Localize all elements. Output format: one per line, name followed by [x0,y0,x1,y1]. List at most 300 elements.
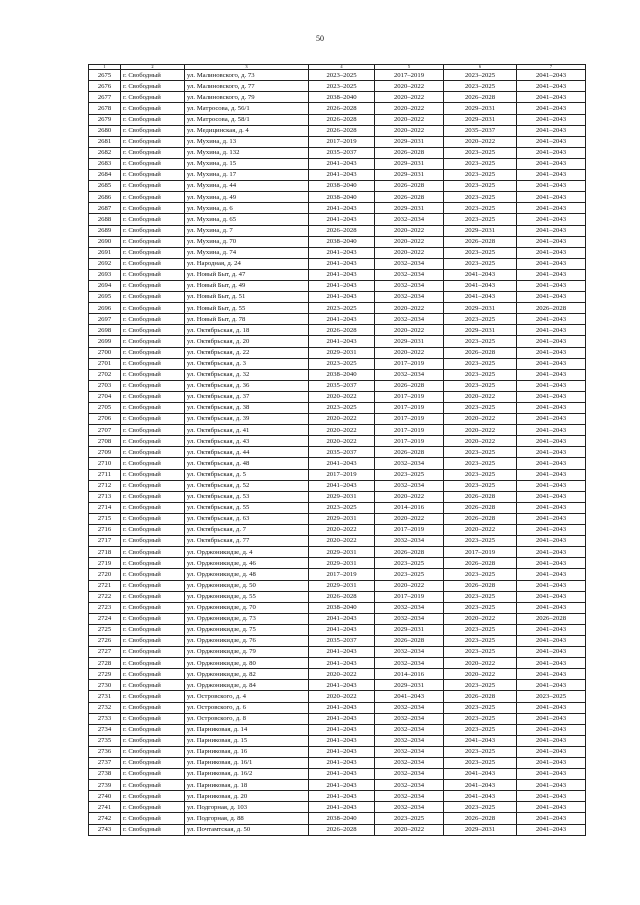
table-row [89,735,586,746]
period-cell: 2020–2022 [375,347,444,358]
period-cell: 2032–2034 [375,647,444,658]
period-cell: 2023–2025 [444,147,517,158]
period-cell: 2032–2034 [375,780,444,791]
period-cell: 2020–2022 [444,436,517,447]
address-cell: ул. Октябрьская, д. 7 [185,525,309,536]
table-row [89,103,586,114]
period-cell: 2020–2022 [375,114,444,125]
table-row [89,81,586,92]
period-cell: 2023–2025 [444,536,517,547]
table-row [89,813,586,824]
table-row [89,547,586,558]
row-number-cell: 2722 [89,591,121,602]
row-number-cell: 2730 [89,680,121,691]
period-cell: 2026–2028 [375,181,444,192]
address-cell: ул. Орджоникидзе, д. 50 [185,580,309,591]
period-cell: 2023–2025 [444,403,517,414]
period-cell: 2023–2025 [444,802,517,813]
period-cell: 2041–2043 [517,358,586,369]
row-number-cell: 2696 [89,303,121,314]
period-cell: 2041–2043 [309,791,375,802]
period-cell: 2023–2025 [444,203,517,214]
table-row [89,292,586,303]
address-cell: ул. Мухина, д. 132 [185,147,309,158]
address-cell: ул. Мухина, д. 17 [185,170,309,181]
settlement-cell: г. Свободный [121,680,185,691]
row-number-cell: 2714 [89,502,121,513]
address-cell: ул. Парниковая, д. 14 [185,724,309,735]
period-cell: 2026–2028 [444,347,517,358]
period-cell: 2020–2022 [375,824,444,835]
period-cell: 2032–2034 [375,658,444,669]
address-cell: ул. Матросова, д. 58/1 [185,114,309,125]
period-cell: 2041–2043 [309,336,375,347]
settlement-cell: г. Свободный [121,181,185,192]
table-row [89,746,586,757]
period-cell: 2032–2034 [375,735,444,746]
address-cell: ул. Октябрьская, д. 5 [185,469,309,480]
period-cell: 2041–2043 [517,802,586,813]
period-cell: 2041–2043 [517,380,586,391]
address-cell: ул. Парниковая, д. 16/1 [185,758,309,769]
page-number: 50 [316,34,324,43]
period-cell: 2029–2031 [309,547,375,558]
period-cell: 2041–2043 [517,81,586,92]
period-cell: 2029–2031 [444,303,517,314]
settlement-cell: г. Свободный [121,558,185,569]
table-row [89,225,586,236]
address-cell: ул. Парниковая, д. 16 [185,746,309,757]
period-cell: 2023–2025 [375,558,444,569]
period-cell: 2020–2022 [375,125,444,136]
row-number-cell: 2695 [89,292,121,303]
period-cell: 2041–2043 [309,746,375,757]
address-cell: ул. Октябрьская, д. 22 [185,347,309,358]
period-cell: 2020–2022 [309,691,375,702]
period-cell: 2041–2043 [517,92,586,103]
row-number-cell: 2741 [89,802,121,813]
row-number-cell: 2708 [89,436,121,447]
period-cell: 2041–2043 [517,635,586,646]
period-cell: 2041–2043 [517,103,586,114]
settlement-cell: г. Свободный [121,136,185,147]
table-row [89,458,586,469]
settlement-cell: г. Свободный [121,203,185,214]
address-cell: ул. Октябрьская, д. 44 [185,447,309,458]
period-cell: 2020–2022 [444,414,517,425]
row-number-cell: 2690 [89,236,121,247]
table-row [89,214,586,225]
settlement-cell: г. Свободный [121,436,185,447]
settlement-cell: г. Свободный [121,403,185,414]
row-number-cell: 2734 [89,724,121,735]
settlement-cell: г. Свободный [121,769,185,780]
period-cell: 2023–2025 [444,380,517,391]
settlement-cell: г. Свободный [121,480,185,491]
period-cell: 2029–2031 [375,136,444,147]
period-cell: 2041–2043 [517,558,586,569]
row-number-cell: 2716 [89,525,121,536]
settlement-cell: г. Свободный [121,347,185,358]
period-cell: 2032–2034 [375,613,444,624]
address-cell: ул. Орджоникидзе, д. 80 [185,658,309,669]
period-cell: 2017–2019 [375,403,444,414]
table-row [89,758,586,769]
period-cell: 2041–2043 [517,580,586,591]
period-cell: 2020–2022 [309,536,375,547]
period-cell: 2032–2034 [375,292,444,303]
row-number-cell: 2726 [89,635,121,646]
row-number-cell: 2737 [89,758,121,769]
period-cell: 2035–2037 [309,447,375,458]
period-cell: 2026–2028 [375,547,444,558]
period-cell: 2020–2022 [309,436,375,447]
period-cell: 2041–2043 [517,547,586,558]
settlement-cell: г. Свободный [121,247,185,258]
period-cell: 2023–2025 [444,713,517,724]
period-cell: 2041–2043 [309,680,375,691]
column-number: 7 [517,65,586,70]
period-cell: 2026–2028 [444,513,517,524]
period-cell: 2020–2022 [444,391,517,402]
settlement-cell: г. Свободный [121,469,185,480]
period-cell: 2020–2022 [375,580,444,591]
period-cell: 2029–2031 [375,624,444,635]
row-number-cell: 2702 [89,369,121,380]
table-row [89,469,586,480]
period-cell: 2032–2034 [375,536,444,547]
table-row [89,536,586,547]
period-cell: 2041–2043 [517,436,586,447]
period-cell: 2023–2025 [444,591,517,602]
period-cell: 2041–2043 [517,125,586,136]
settlement-cell: г. Свободный [121,758,185,769]
table-row [89,147,586,158]
period-cell: 2017–2019 [375,525,444,536]
period-cell: 2023–2025 [444,758,517,769]
period-cell: 2032–2034 [375,602,444,613]
column-number: 5 [375,65,444,70]
period-cell: 2017–2019 [375,436,444,447]
period-cell: 2026–2028 [309,225,375,236]
period-cell: 2041–2043 [517,480,586,491]
period-cell: 2017–2019 [375,70,444,81]
settlement-cell: г. Свободный [121,258,185,269]
period-cell: 2032–2034 [375,458,444,469]
period-cell: 2029–2031 [375,336,444,347]
period-cell: 2029–2031 [444,114,517,125]
period-cell: 2023–2025 [375,569,444,580]
settlement-cell: г. Свободный [121,591,185,602]
address-cell: ул. Орджоникидзе, д. 70 [185,602,309,613]
period-cell: 2023–2025 [309,358,375,369]
address-cell: ул. Парниковая, д. 20 [185,791,309,802]
period-cell: 2032–2034 [375,214,444,225]
address-cell: ул. Малиновского, д. 77 [185,81,309,92]
period-cell: 2041–2043 [309,613,375,624]
settlement-cell: г. Свободный [121,547,185,558]
settlement-cell: г. Свободный [121,813,185,824]
table-body [89,70,586,835]
period-cell: 2041–2043 [517,314,586,325]
column-number: 4 [309,65,375,70]
row-number-cell: 2698 [89,325,121,336]
table-row [89,436,586,447]
period-cell: 2041–2043 [517,525,586,536]
period-cell: 2026–2028 [444,813,517,824]
period-cell: 2017–2019 [375,358,444,369]
period-cell: 2041–2043 [375,691,444,702]
period-cell: 2023–2025 [444,314,517,325]
table-row [89,136,586,147]
address-cell: ул. Малиновского, д. 73 [185,70,309,81]
table-row [89,480,586,491]
row-number-cell: 2679 [89,114,121,125]
address-cell: ул. Октябрьская, д. 63 [185,513,309,524]
period-cell: 2041–2043 [517,214,586,225]
period-cell: 2023–2025 [444,680,517,691]
period-cell: 2026–2028 [444,491,517,502]
address-cell: ул. Октябрьская, д. 39 [185,414,309,425]
address-cell: ул. Мухина, д. 7 [185,225,309,236]
row-number-cell: 2731 [89,691,121,702]
period-cell: 2041–2043 [444,735,517,746]
period-cell: 2020–2022 [309,425,375,436]
table-row [89,791,586,802]
period-cell: 2026–2028 [309,114,375,125]
row-number-cell: 2711 [89,469,121,480]
address-cell: ул. Октябрьская, д. 3 [185,358,309,369]
period-cell: 2041–2043 [517,192,586,203]
period-cell: 2023–2025 [444,336,517,347]
period-cell: 2038–2040 [309,813,375,824]
table-row [89,336,586,347]
period-cell: 2032–2034 [375,269,444,280]
address-cell: ул. Октябрьская, д. 43 [185,436,309,447]
settlement-cell: г. Свободный [121,702,185,713]
row-number-cell: 2686 [89,192,121,203]
settlement-cell: г. Свободный [121,81,185,92]
period-cell: 2023–2025 [444,192,517,203]
period-cell: 2038–2040 [309,602,375,613]
period-cell: 2023–2025 [444,247,517,258]
row-number-cell: 2733 [89,713,121,724]
row-number-cell: 2709 [89,447,121,458]
address-cell: ул. Мухина, д. 6 [185,203,309,214]
table-row [89,702,586,713]
period-cell: 2026–2028 [444,92,517,103]
address-cell: ул. Орджоникидзе, д. 79 [185,647,309,658]
period-cell: 2035–2037 [309,635,375,646]
period-cell: 2032–2034 [375,802,444,813]
table-row [89,780,586,791]
table-row [89,358,586,369]
address-cell: ул. Медицинская, д. 4 [185,125,309,136]
settlement-cell: г. Свободный [121,613,185,624]
period-cell: 2041–2043 [517,147,586,158]
settlement-cell: г. Свободный [121,70,185,81]
period-cell: 2020–2022 [444,136,517,147]
settlement-cell: г. Свободный [121,802,185,813]
period-cell: 2023–2025 [444,70,517,81]
settlement-cell: г. Свободный [121,214,185,225]
table-row [89,647,586,658]
address-cell: ул. Орджоникидзе, д. 75 [185,624,309,635]
table-row [89,269,586,280]
period-cell: 2038–2040 [309,369,375,380]
address-cell: ул. Мухина, д. 49 [185,192,309,203]
period-cell: 2023–2025 [444,158,517,169]
period-cell: 2023–2025 [444,81,517,92]
period-cell: 2023–2025 [444,458,517,469]
period-cell: 2041–2043 [517,569,586,580]
settlement-cell: г. Свободный [121,724,185,735]
period-cell: 2041–2043 [517,491,586,502]
settlement-cell: г. Свободный [121,147,185,158]
period-cell: 2029–2031 [444,325,517,336]
period-cell: 2026–2028 [309,591,375,602]
period-cell: 2023–2025 [309,303,375,314]
period-cell: 2023–2025 [309,81,375,92]
row-number-cell: 2676 [89,81,121,92]
table-row [89,669,586,680]
settlement-cell: г. Свободный [121,369,185,380]
settlement-cell: г. Свободный [121,647,185,658]
period-cell: 2023–2025 [517,691,586,702]
row-number-cell: 2687 [89,203,121,214]
settlement-cell: г. Свободный [121,391,185,402]
period-cell: 2020–2022 [375,103,444,114]
period-cell: 2041–2043 [517,713,586,724]
period-cell: 2041–2043 [517,170,586,181]
period-cell: 2026–2028 [309,325,375,336]
period-cell: 2041–2043 [309,647,375,658]
period-cell: 2032–2034 [375,713,444,724]
period-cell: 2029–2031 [309,347,375,358]
address-cell: ул. Островского, д. 4 [185,691,309,702]
period-cell: 2041–2043 [517,391,586,402]
table-row [89,502,586,513]
table-row [89,691,586,702]
period-cell: 2029–2031 [444,824,517,835]
period-cell: 2023–2025 [309,70,375,81]
table-row [89,236,586,247]
row-number-cell: 2742 [89,813,121,824]
period-cell: 2029–2031 [309,513,375,524]
row-number-cell: 2718 [89,547,121,558]
period-cell: 2017–2019 [309,469,375,480]
period-cell: 2041–2043 [444,269,517,280]
period-cell: 2020–2022 [444,425,517,436]
period-cell: 2041–2043 [517,225,586,236]
period-cell: 2026–2028 [375,447,444,458]
row-number-cell: 2689 [89,225,121,236]
period-cell: 2041–2043 [517,780,586,791]
period-cell: 2041–2043 [517,292,586,303]
table-row [89,158,586,169]
row-number-cell: 2682 [89,147,121,158]
row-number-cell: 2681 [89,136,121,147]
period-cell: 2026–2028 [309,125,375,136]
period-cell: 2041–2043 [309,214,375,225]
address-cell: ул. Октябрьская, д. 77 [185,536,309,547]
period-cell: 2026–2028 [309,103,375,114]
period-cell: 2020–2022 [444,525,517,536]
row-number-cell: 2678 [89,103,121,114]
period-cell: 2023–2025 [444,369,517,380]
period-cell: 2020–2022 [375,513,444,524]
period-cell: 2041–2043 [309,658,375,669]
period-cell: 2032–2034 [375,258,444,269]
row-number-cell: 2712 [89,480,121,491]
settlement-cell: г. Свободный [121,635,185,646]
table-row [89,802,586,813]
period-cell: 2041–2043 [309,269,375,280]
period-cell: 2020–2022 [309,669,375,680]
period-cell: 2041–2043 [309,247,375,258]
period-cell: 2020–2022 [375,247,444,258]
period-cell: 2029–2031 [375,680,444,691]
table-row [89,92,586,103]
period-cell: 2032–2034 [375,724,444,735]
settlement-cell: г. Свободный [121,669,185,680]
table-row [89,602,586,613]
period-cell: 2020–2022 [375,92,444,103]
period-cell: 2035–2037 [444,125,517,136]
period-cell: 2041–2043 [517,647,586,658]
period-cell: 2023–2025 [444,635,517,646]
period-cell: 2023–2025 [444,647,517,658]
period-cell: 2017–2019 [375,391,444,402]
period-cell: 2026–2028 [444,236,517,247]
period-cell: 2023–2025 [375,813,444,824]
period-cell: 2032–2034 [375,369,444,380]
period-cell: 2020–2022 [375,236,444,247]
settlement-cell: г. Свободный [121,713,185,724]
period-cell: 2041–2043 [309,292,375,303]
row-number-cell: 2735 [89,735,121,746]
settlement-cell: г. Свободный [121,225,185,236]
period-cell: 2041–2043 [444,780,517,791]
period-cell: 2023–2025 [444,358,517,369]
address-cell: ул. Подгорная, д. 103 [185,802,309,813]
settlement-cell: г. Свободный [121,314,185,325]
period-cell: 2023–2025 [444,447,517,458]
period-cell: 2041–2043 [309,458,375,469]
period-cell: 2038–2040 [309,192,375,203]
settlement-cell: г. Свободный [121,491,185,502]
settlement-cell: г. Свободный [121,824,185,835]
table-row [89,314,586,325]
period-cell: 2038–2040 [309,92,375,103]
period-cell: 2032–2034 [375,769,444,780]
period-cell: 2029–2031 [444,103,517,114]
period-cell: 2041–2043 [517,414,586,425]
period-cell: 2041–2043 [517,325,586,336]
period-cell: 2032–2034 [375,702,444,713]
table-row [89,824,586,835]
period-cell: 2041–2043 [517,536,586,547]
settlement-cell: г. Свободный [121,735,185,746]
settlement-cell: г. Свободный [121,791,185,802]
period-cell: 2041–2043 [309,713,375,724]
settlement-cell: г. Свободный [121,569,185,580]
period-cell: 2041–2043 [517,702,586,713]
row-number-cell: 2677 [89,92,121,103]
period-cell: 2041–2043 [309,624,375,635]
row-number-cell: 2692 [89,258,121,269]
period-cell: 2041–2043 [309,314,375,325]
